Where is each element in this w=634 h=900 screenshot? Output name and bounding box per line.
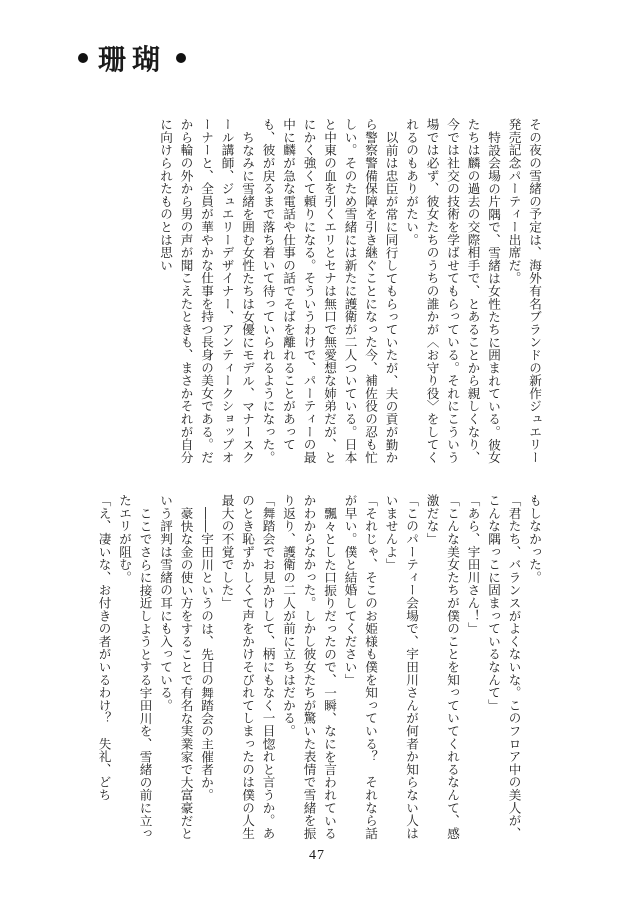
bullet-dot-icon [176,53,186,63]
dialogue-line: 「君たち、バランスがよくないな。このフロア中の美人が、こんな隅っこに固まっているなんて」 [486,494,522,840]
dialogue-line: 「このパーティー会場で、宇田川さんが何者か知らない人はいませんよ」 [383,494,419,840]
dialogue-line: 「え、凄いな、お付きの者がいるわけ？ 失礼、どち [96,494,112,802]
body-text-bottom [96,494,544,846]
paragraph: 豪快な金の使い方をすることで有名な実業家で大富豪だという評判は雪緒の耳にも入っている。 [158,494,194,840]
dialogue-line: 「それじゃ、そこのお姫様も僕を知っている？ それなら話が早い。僕と結婚してください」 [342,494,378,840]
bullet-dot-icon [78,53,88,63]
paragraph: 特設会場の片隅で、雪緒は女性たちに囲まれている。彼女たちは麟の過去の交際相手で、とあることから親しくなり、今では社交の技術を学ばせてもらっている。それにこういう場では必ず、彼女たちのうちの誰かが〈お守り役〉をしてくれるのもありがたい。 [404,118,501,464]
paragraph: 飄々とした口振りだったので、一瞬、なにを言われているかわからなかった。しかし彼女たちが驚いた表情で雪緒を振り返り、護衛の二人が前に立ちはだかる。 [281,494,337,840]
chapter-title [78,38,186,78]
paragraph: 以前は忠臣が常に同行してもらっていたが、夫の貢が勤から警察警備保障を引き継ぐことになった今、補佐役の忍も忙しい。そのため雪緒には新たに護衛が二人ついている。日本と中東の血を引くエリとセナは無口で無愛想な姉弟だが、とにかく強くて頼りになる。そういうわけで、パーティーの最中に麟が急な電話や仕事の話でそばを離れることがあっても、彼が戻るまで落ち着いて待っていられるようになった。 [260,118,399,464]
body-text-top [134,118,544,470]
paragraph: その夜の雪緒の予定は、海外有名ブランドの新作ジュエリー発売記念パーティー出席だ。 [506,118,542,464]
dialogue-line: 「舞踏会でお見かけして、柄にもなく一目惚れと言うか。あのとき恥ずかしくて声をかけそびれてしまったのは僕の人生最大の不覚でした」 [219,494,276,840]
page-number: 47 [309,848,325,863]
paragraph: ここでさらに接近しようとする宇田川を、雪緒の前に立ったエリが阻む。 [117,494,153,840]
dialogue-line: 「こんな美女たちが僕のことを知っていてくれるなんて、感激だな」 [424,494,460,840]
paragraph: もしなかった。 [527,494,542,584]
paragraph: ちなみに雪緒を囲む女性たちは女優にモデル、マナースクール講師、ジュエリーデザイナー、アンティークショップオーナーと、全員が華やかな仕事を持つ長身の美女である。だから輪の外から男の声が聞こえたときも、まさかそれが自分に向けられたものとは思い [158,118,255,464]
paragraph: ――宇田川というのは、先日の舞踏会の主催者か。 [199,506,214,801]
chapter-title-text: 珊瑚 [98,43,167,76]
dialogue-line: 「あら、宇田川さん！」 [465,494,481,635]
